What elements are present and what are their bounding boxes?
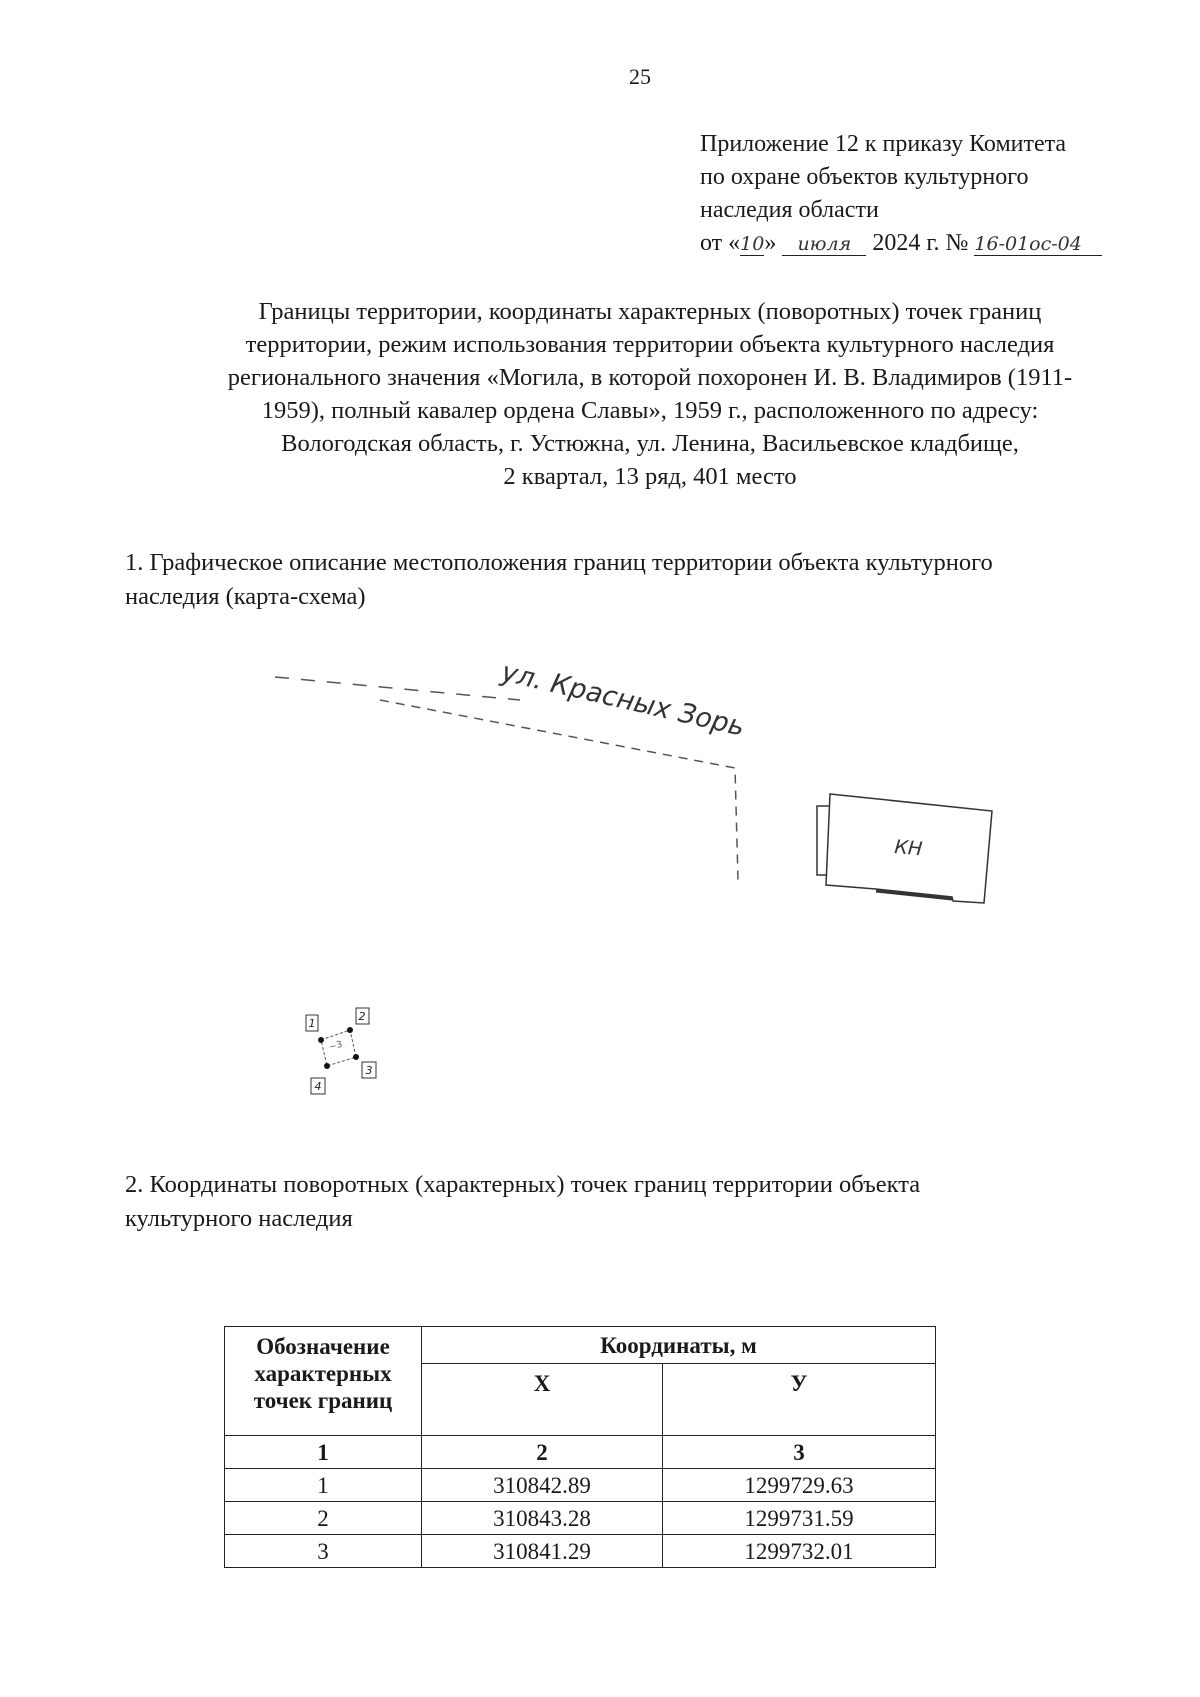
coordinates-table bbox=[224, 1326, 936, 1568]
section-2-heading bbox=[125, 1168, 1175, 1236]
date-year: 2024 г. № bbox=[866, 230, 975, 256]
header-designation-line-2: характерных bbox=[254, 1361, 392, 1386]
point-label-1: 1 bbox=[308, 1017, 316, 1030]
page-number: 25 bbox=[629, 64, 651, 89]
grave-boundary bbox=[306, 1008, 376, 1094]
date-day: 10 bbox=[740, 233, 765, 255]
section-2-line-1: 2. Координаты поворотных (характерных) точек границ территории объекта bbox=[125, 1171, 921, 1198]
title-line-4: 1959), полный кавалер ордена Славы», 1959 г., расположенного по адресу: bbox=[261, 397, 1039, 424]
order-number: 16-01ос-04 bbox=[974, 233, 1102, 256]
cell-x: 310842.89 bbox=[422, 1469, 663, 1502]
title-line-1: Границы территории, координаты характерных (поворотных) точек границ bbox=[258, 298, 1042, 325]
section-1-line-1: 1. Графическое описание местоположения границ территории объекта культурного bbox=[125, 549, 993, 576]
header-y: У bbox=[663, 1364, 936, 1436]
cell-y: 1299731.59 bbox=[663, 1502, 936, 1535]
section-2-line-2: культурного наследия bbox=[125, 1205, 353, 1232]
street-label: ул. Красных Зорь bbox=[498, 656, 748, 743]
header-designation-line-1: Обозначение bbox=[256, 1334, 390, 1359]
point-marker-2 bbox=[347, 1027, 353, 1033]
point-label-4: 4 bbox=[314, 1080, 322, 1093]
date-prefix: от « bbox=[700, 230, 741, 256]
column-number: 3 bbox=[663, 1436, 936, 1469]
date-month: июля bbox=[782, 233, 866, 256]
cell-x: 310843.28 bbox=[422, 1502, 663, 1535]
scale-mark: ~3 bbox=[328, 1039, 344, 1053]
point-marker-4 bbox=[324, 1063, 330, 1069]
title-line-3: регионального значения «Могила, в которой похоронен И. В. Владимиров (1911- bbox=[227, 364, 1073, 391]
table-row bbox=[225, 1535, 936, 1568]
appendix-line-3: наследия области bbox=[700, 197, 879, 223]
header-x: X bbox=[422, 1364, 663, 1436]
point-label-3: 3 bbox=[365, 1064, 373, 1077]
title-line-2: территории, режим использования территории объекта культурного наследия bbox=[245, 331, 1055, 358]
table-row bbox=[225, 1502, 936, 1535]
cell-y: 1299729.63 bbox=[663, 1469, 936, 1502]
title-line-6: 2 квартал, 13 ряд, 401 место bbox=[503, 463, 797, 490]
section-1-line-2: наследия (карта-схема) bbox=[125, 583, 366, 610]
point-marker-3 bbox=[353, 1054, 359, 1060]
point-label-2: 2 bbox=[358, 1010, 366, 1023]
column-number: 1 bbox=[225, 1436, 422, 1469]
cell-point: 2 bbox=[225, 1502, 422, 1535]
appendix-line-2: по охране объектов культурного bbox=[700, 164, 1029, 190]
header-designation-line-3: точек границ bbox=[253, 1388, 393, 1413]
column-number: 2 bbox=[422, 1436, 663, 1469]
point-marker-1 bbox=[318, 1037, 324, 1043]
table-row bbox=[225, 1469, 936, 1502]
appendix-line-1: Приложение 12 к приказу Комитета bbox=[700, 131, 1067, 157]
title-line-5: Вологодская область, г. Устюжна, ул. Ленина, Васильевское кладбище, bbox=[281, 430, 1019, 457]
cell-point: 1 bbox=[225, 1469, 422, 1502]
date-mid: » bbox=[764, 230, 783, 256]
header-coordinates: Координаты, м bbox=[422, 1327, 936, 1364]
building-label: КН bbox=[893, 836, 924, 861]
cell-x: 310841.29 bbox=[422, 1535, 663, 1568]
cell-y: 1299732.01 bbox=[663, 1535, 936, 1568]
street-edge-upper bbox=[275, 677, 520, 700]
cell-point: 3 bbox=[225, 1535, 422, 1568]
column-number-row bbox=[225, 1436, 936, 1469]
header-designation bbox=[225, 1327, 422, 1436]
